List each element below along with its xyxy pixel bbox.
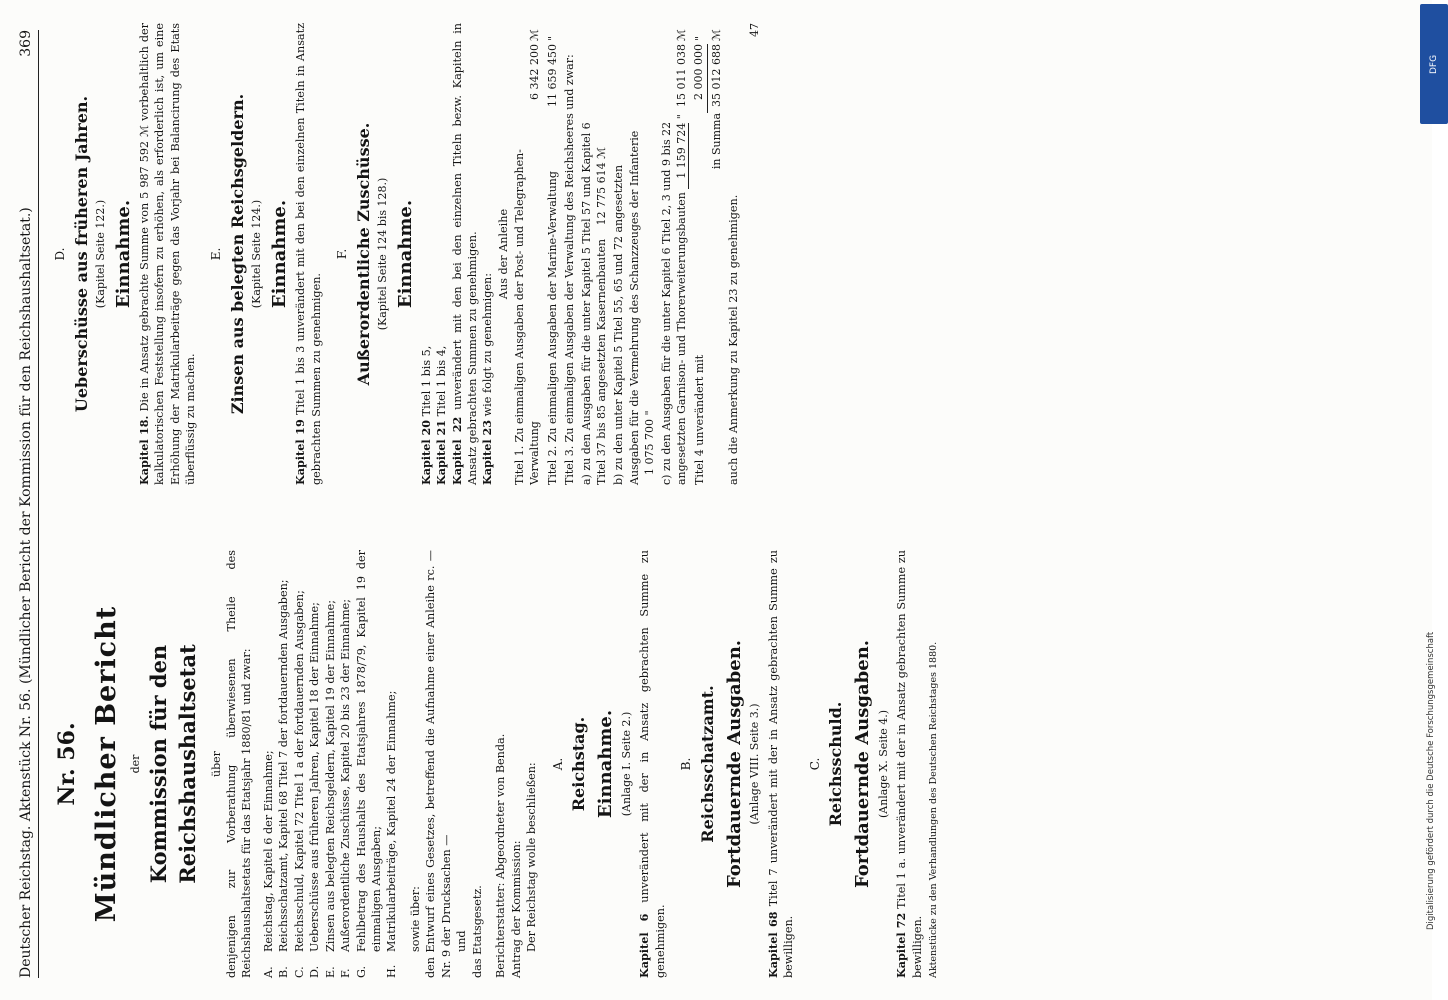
section-e-letter: E. [209,247,224,261]
left-footer: Aktenstücke zu den Verhandlungen des Deutschen Reichstages 1880. [928,641,940,978]
section-d-sub: (Kapitel Seite 122.) [93,199,107,309]
section-e-sub: (Kapitel Seite 124.) [250,199,264,309]
kapitel-line: Kapitel 21 Titel 1 bis 4, [434,345,449,485]
header-title: Deutscher Reichstag. Aktenstück Nr. 56. (Mündlicher Bericht der Kommission für den Reichshaushaltsetat.) [18,207,34,978]
section-e-text: Kapitel 19 Titel 1 bis 3 unverändert mit den bei den einzelnen Titeln in Ansatz gebrachten Summen zu genehmigen. [293,23,323,485]
table-row: b) zu den unter Kapitel 5 Titel 55, 65 und 72 angesetzten Ausgaben für die Vermehrung des Schanzzeuges der Infanterie 1 075 700 " [612,130,656,485]
appropriation-table [511,23,725,485]
section-f-sub: (Kapitel Seite 124 bis 128.) [375,177,389,331]
word-ueber: über [209,751,223,777]
signature-number: 47 [748,23,761,37]
intro-paragraph: denjenigen zur Vorberathung überwiesenen Theile des Reichshaushaltsetats für das Etatsjahr 1880/81 und zwar: [224,550,254,978]
word-der: der [128,754,142,774]
list-item: G. Fehlbetrag des Haushalts des Etatsjahres 1878/79, Kapitel 19 der einmaligen Ausgaben; [354,550,383,978]
section-d-name: Ueberschüsse aus früheren Jahren. [71,95,91,413]
table-row: Titel 3. Zu einmaligen Ausgaben der Verwaltung des Reichsheeres und zwar: [562,54,576,485]
section-b-text: Kapitel 68 Titel 7 unverändert mit der in Ansatz gebrachten Summe zu bewilligen. [765,550,796,978]
section-a-sub: (Anlage I. Seite 2.) [619,711,633,817]
right-column [52,23,1412,485]
topic-list [261,550,400,978]
kapitel-23-line: Kapitel 23 wie folgt zu genehmigen: [480,272,495,485]
section-f-heading: Einnahme. [394,199,416,309]
section-f-name: Außerordentliche Zuschüsse. [353,122,373,386]
section-a-name: Reichstag. [569,716,589,812]
antrag-line: Antrag der Kommission: [509,840,523,978]
table-row: Titel 2. Zu einmaligen Ausgaben der Marine-Verwaltung 11 659 450 " [545,35,559,485]
table-row: a) zu den Ausgaben für die unter Kapitel 5 Titel 57 und Kapitel 6 Titel 37 bis 85 angesetzten Kasernenbauten 12 775 614 ℳ [580,122,609,485]
section-f-letter: F. [334,248,349,260]
header-page-number: 369 [18,30,34,57]
list-item: D. Ueberschüsse aus früheren Jahren, Kapitel 18 der Einnahme; [308,602,322,978]
commission-title: Kommission für den Reichshaushaltsetat [145,644,200,884]
section-a-letter: A. [550,757,565,771]
kapitel-line: Kapitel 20 Titel 1 bis 5, [418,345,433,485]
document-title: Mündlicher Bericht [91,605,123,923]
etatsgesetz-line: das Etatsgesetz. [470,885,484,978]
remark-line: auch die Anmerkung zu Kapitel 23 zu genehmigen. [726,194,740,485]
table-row: in Summa 35 012 688 ℳ [710,29,724,170]
table-row: c) zu den Ausgaben für die unter Kapitel 6 Titel 2, 3 und 9 bis 22 angesetzten Garnison- und Thorerweiterungsbauten 1 159 724 " 15 011 038 ℳ [659,29,689,485]
section-c-name: Reichsschuld. [826,701,846,827]
list-item: E. Zinsen aus belegten Reichsgeldern, Kapitel 19 der Einnahme; [323,599,337,978]
section-c-heading: Fortdauernde Ausgaben. [852,639,874,889]
document-number: Nr. 56. [54,722,80,806]
section-c-text: Kapitel 72 Titel 1 a. unverändert mit der in Ansatz gebrachten Summe zu bewilligen. [894,549,924,978]
und-line: und [455,930,469,952]
section-e-heading: Einnahme. [269,199,291,309]
list-item: A. Reichstag, Kapitel 6 der Einnahme; [261,750,275,978]
section-a-text: Kapitel 6 unverändert mit der in Ansatz gebrachten Summe zu genehmigen. [637,550,667,978]
list-item: C. Reichsschuld, Kapitel 72 Titel 1 a der fortdauernden Ausgaben; [292,590,306,978]
berichterstatter: Berichterstatter: Abgeordneter von Benda. [494,733,508,978]
table-row: Titel 1. Zu einmaligen Ausgaben der Post- und Telegraphen-Verwaltung 6 342 200 ℳ [513,29,542,485]
section-b-sub: (Anlage VIII. Seite 3.) [748,703,762,825]
section-b-heading: Fortdauernde Ausgaben. [723,639,745,889]
section-a-heading: Einnahme. [595,709,617,819]
dfg-logo: DFG [1420,4,1448,124]
section-d-heading: Einnahme. [112,199,134,309]
list-item: H. Matrikularbeiträge, Kapitel 24 der Einnahme; [385,690,399,978]
beschliessen-line: Der Reichstag wolle beschließen: [525,762,539,952]
running-header [12,30,39,978]
sowie-line: sowie über: [408,886,422,952]
section-c-sub: (Anlage X. Seite 4.) [877,709,891,819]
anleihe-heading: Aus der Anleihe [496,208,510,300]
kapitel-line: Kapitel 22 unverändert mit den bei den einzelnen Titeln bezw. Kapiteln in Ansatz gebrachten Summen zu genehmigen. [449,23,479,485]
section-e-name: Zinsen aus belegten Reichsgeldern. [227,93,247,415]
section-d-text: Kapitel 18. Die in Ansatz gebrachte Summe von 5 987 592 ℳ vorbehaltlich der kalkulatorischen Feststellung insofern zu erhöhen, als erforderlich ist, um eine Erhöhung der Matrikularbeiträge gegen das Vorjahr bei Balancirung des Etats überflüssig zu machen. [136,23,197,485]
table-row: Titel 4 unverändert mit 2 000 000 " [690,23,708,485]
digitization-credit: Digitalisierung gefördert durch die Deutsche Forschungsgemeinschaft [1426,631,1436,930]
list-item: B. Reichsschatzamt, Kapitel 68 Titel 7 der fortdauernden Ausgaben; [277,579,291,978]
section-b-letter: B. [679,757,694,771]
left-column [52,550,1412,978]
section-c-letter: C. [807,757,822,771]
section-d-letter: D. [53,247,67,261]
list-item: F. Außerordentliche Zuschüsse, Kapitel 20 bis 23 der Einnahme; [339,598,353,978]
section-b-name: Reichsschatzamt. [697,685,717,843]
entwurf-line: den Entwurf eines Gesetzes, betreffend die Aufnahme einer Anleihe rc. — Nr. 9 der Drucksachen — [424,550,453,978]
